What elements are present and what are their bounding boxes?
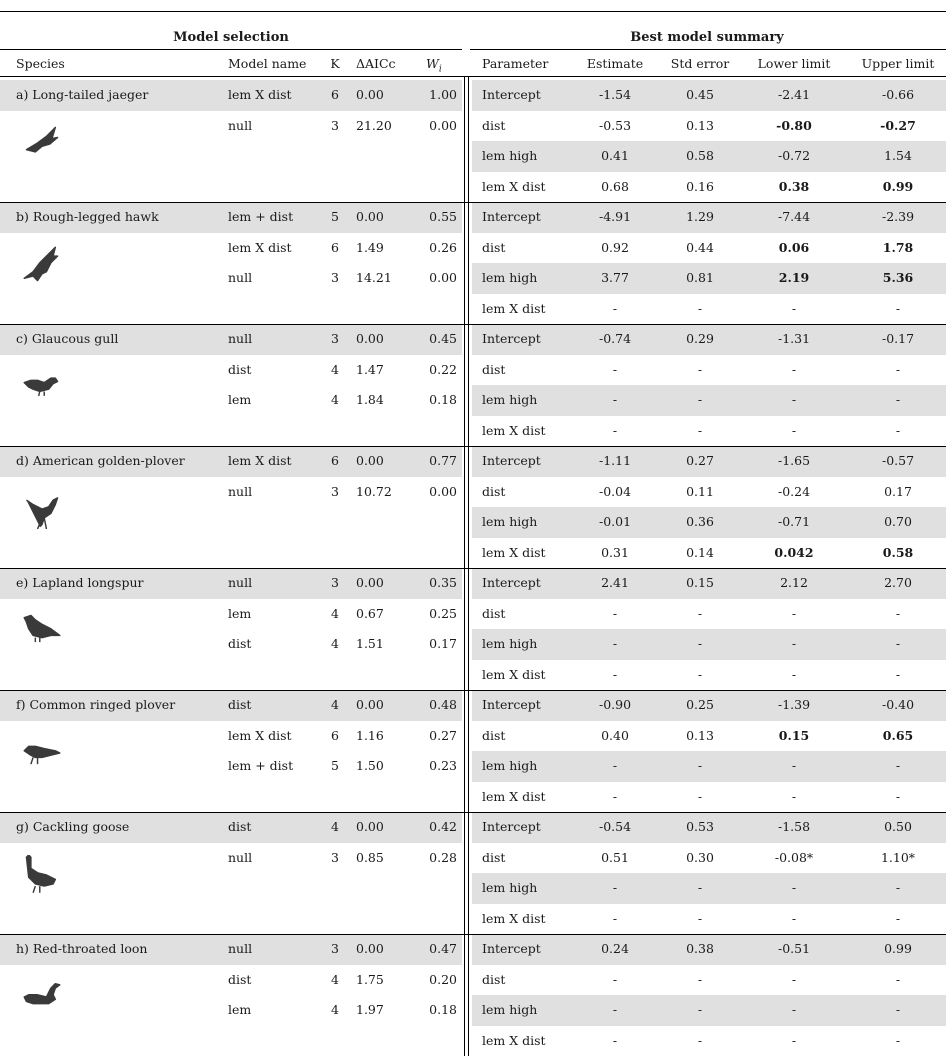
lower-limit: -1.39: [777, 697, 811, 712]
std-error: -: [697, 758, 703, 773]
std-error: 0.15: [686, 575, 714, 590]
upper-limit: -0.40: [881, 697, 915, 712]
species-name: g) Cackling goose: [16, 819, 130, 834]
parameter-name: lem X dist: [482, 544, 546, 560]
parameter-name: Intercept: [482, 453, 541, 468]
model-daicc: 1.16: [356, 727, 384, 743]
parameter-name: lem X dist: [482, 178, 546, 194]
model-k: 3: [331, 849, 339, 865]
lower-limit: -: [791, 666, 797, 682]
model-daicc: 10.72: [356, 483, 392, 499]
model-weight: 0.18: [429, 392, 457, 407]
upper-limit: 0.99: [882, 178, 914, 194]
parameter-name: Intercept: [482, 575, 541, 590]
goose-icon: [22, 855, 62, 895]
estimate: -1.54: [598, 87, 632, 102]
golden-plover-icon: [22, 489, 62, 529]
group-rule: [0, 934, 946, 935]
col-model-name: Model name: [228, 56, 307, 71]
model-name: null: [228, 117, 253, 133]
model-k: 5: [331, 758, 339, 773]
estimate: 0.24: [601, 941, 629, 956]
upper-limit: -: [895, 1002, 901, 1017]
model-weight: 0.27: [429, 727, 457, 743]
estimate: 0.31: [601, 544, 629, 560]
estimate: 0.92: [601, 239, 629, 255]
model-name: dist: [228, 697, 252, 712]
model-k: 4: [331, 819, 339, 834]
std-error: -: [697, 392, 703, 407]
model-k: 4: [331, 1002, 339, 1017]
upper-limit: 0.50: [884, 819, 912, 834]
model-daicc: 1.49: [356, 239, 384, 255]
model-daicc: 1.84: [356, 392, 384, 407]
parameter-name: lem high: [482, 270, 538, 285]
lower-limit: -0.08*: [774, 849, 814, 865]
estimate: -: [612, 361, 618, 377]
estimate: 0.41: [601, 148, 629, 163]
species-name: e) Lapland longspur: [16, 575, 144, 590]
model-k: 3: [331, 575, 339, 590]
model-k: 3: [331, 117, 339, 133]
std-error: -: [697, 1032, 703, 1048]
model-name: lem: [228, 392, 252, 407]
estimate: -0.04: [598, 483, 632, 499]
model-k: 6: [331, 727, 339, 743]
col-daicc: ΔAICc: [356, 56, 396, 71]
model-k: 4: [331, 636, 339, 651]
col-w-label: W: [426, 56, 439, 71]
lower-limit: -: [791, 1002, 797, 1017]
parameter-name: Intercept: [482, 331, 541, 346]
estimate: -: [612, 1032, 618, 1048]
parameter-name: lem X dist: [482, 666, 546, 682]
group-rule: [0, 324, 946, 325]
upper-limit: -0.57: [881, 453, 915, 468]
upper-limit: 5.36: [882, 270, 914, 285]
gull-icon: [22, 367, 62, 407]
model-k: 4: [331, 361, 339, 377]
lower-limit: -0.51: [777, 941, 811, 956]
model-k: 6: [331, 87, 339, 102]
model-k: 6: [331, 239, 339, 255]
std-error: 0.13: [686, 727, 714, 743]
std-error: 0.45: [686, 87, 714, 102]
model-daicc: 0.67: [356, 605, 384, 621]
parameter-name: dist: [482, 483, 506, 499]
estimate: -: [612, 758, 618, 773]
model-daicc: 0.00: [356, 87, 384, 102]
species-name: c) Glaucous gull: [16, 331, 119, 346]
model-daicc: 0.00: [356, 575, 384, 590]
lower-limit: -: [791, 910, 797, 926]
lower-limit: -: [791, 971, 797, 987]
col-lower-limit: Lower limit: [757, 56, 831, 71]
species-name: d) American golden-plover: [16, 453, 185, 468]
best-model-summary-header-rule: [470, 49, 946, 50]
parameter-name: dist: [482, 971, 506, 987]
std-error: -: [697, 636, 703, 651]
ringed-plover-icon: [22, 733, 62, 773]
model-name: lem: [228, 605, 252, 621]
estimate: -: [612, 880, 618, 895]
estimate: -0.90: [598, 697, 632, 712]
model-weight: 0.00: [429, 270, 457, 285]
upper-limit: -: [895, 392, 901, 407]
estimate: -0.54: [598, 819, 632, 834]
parameter-name: lem high: [482, 758, 538, 773]
lower-limit: -: [791, 361, 797, 377]
model-weight: 0.55: [429, 209, 457, 224]
model-name: lem X dist: [228, 453, 292, 468]
std-error: 0.81: [686, 270, 714, 285]
model-daicc: 0.85: [356, 849, 384, 865]
estimate: 2.41: [601, 575, 629, 590]
model-daicc: 0.00: [356, 453, 384, 468]
species-name: b) Rough-legged hawk: [16, 209, 159, 224]
parameter-name: lem high: [482, 392, 538, 407]
model-k: 3: [331, 270, 339, 285]
col-species: Species: [16, 56, 65, 71]
group-rule: [0, 812, 946, 813]
parameter-name: Intercept: [482, 697, 541, 712]
species-name: h) Red-throated loon: [16, 941, 148, 956]
model-name: lem: [228, 1002, 252, 1017]
parameter-name: Intercept: [482, 87, 541, 102]
std-error: -: [697, 605, 703, 621]
lower-limit: -7.44: [777, 209, 811, 224]
col-w: [426, 56, 456, 78]
parameter-name: dist: [482, 605, 506, 621]
model-daicc: 21.20: [356, 117, 392, 133]
std-error: -: [697, 788, 703, 804]
model-k: 4: [331, 697, 339, 712]
jaeger-icon: [22, 123, 62, 163]
std-error: 1.29: [686, 209, 714, 224]
col-w-subscript: i: [438, 64, 442, 75]
std-error: 0.44: [686, 239, 714, 255]
upper-limit: -: [895, 361, 901, 377]
group-rule: [0, 202, 946, 203]
std-error: -: [697, 971, 703, 987]
lower-limit: -0.80: [776, 117, 812, 133]
parameter-name: Intercept: [482, 819, 541, 834]
std-error: -: [697, 1002, 703, 1017]
col-k: K: [330, 56, 340, 71]
parameter-name: lem high: [482, 1002, 538, 1017]
std-error: -: [697, 666, 703, 682]
estimate: -: [612, 910, 618, 926]
col-upper-limit: Upper limit: [861, 56, 935, 71]
model-daicc: 0.00: [356, 331, 384, 346]
species-name: f) Common ringed plover: [16, 697, 176, 712]
model-weight: 0.00: [429, 117, 457, 133]
model-name: lem + dist: [228, 758, 294, 773]
model-daicc: 1.97: [356, 1002, 384, 1017]
model-daicc: 1.47: [356, 361, 384, 377]
lower-limit: 2.19: [778, 270, 810, 285]
estimate: -: [612, 300, 618, 316]
model-daicc: 14.21: [356, 270, 392, 285]
lower-limit: -: [791, 300, 797, 316]
std-error: 0.14: [686, 544, 714, 560]
col-estimate: Estimate: [586, 56, 644, 71]
model-name: lem + dist: [228, 209, 294, 224]
model-weight: 0.77: [429, 453, 457, 468]
upper-limit: 1.10*: [880, 849, 916, 865]
model-k: 6: [331, 453, 339, 468]
loon-icon: [22, 977, 62, 1017]
std-error: 0.36: [686, 514, 714, 529]
std-error: 0.29: [686, 331, 714, 346]
parameter-name: lem X dist: [482, 1032, 546, 1048]
model-weight: 0.48: [429, 697, 457, 712]
model-name: null: [228, 941, 253, 956]
estimate: -: [612, 1002, 618, 1017]
lower-limit: -0.24: [777, 483, 811, 499]
model-name: lem X dist: [228, 727, 292, 743]
upper-limit: 0.58: [882, 544, 914, 560]
upper-limit: -: [895, 880, 901, 895]
model-daicc: 0.00: [356, 819, 384, 834]
lower-limit: -0.71: [777, 514, 811, 529]
model-daicc: 1.50: [356, 758, 384, 773]
lower-limit: -: [791, 422, 797, 438]
col-parameter: Parameter: [482, 56, 549, 71]
estimate: -0.74: [598, 331, 632, 346]
model-daicc: 1.51: [356, 636, 384, 651]
estimate: -: [612, 788, 618, 804]
model-selection-header-rule: [0, 49, 462, 50]
upper-limit: -: [895, 636, 901, 651]
upper-limit: 0.99: [884, 941, 912, 956]
lower-limit: -1.65: [777, 453, 811, 468]
longspur-icon: [22, 611, 62, 651]
model-daicc: 0.00: [356, 209, 384, 224]
model-weight: 0.00: [429, 483, 457, 499]
parameter-name: lem high: [482, 880, 538, 895]
upper-limit: 1.54: [884, 148, 912, 163]
model-daicc: 0.00: [356, 697, 384, 712]
model-k: 3: [331, 941, 339, 956]
upper-limit: 0.17: [884, 483, 912, 499]
lower-limit: -: [791, 605, 797, 621]
divider-left: [464, 76, 465, 1056]
upper-limit: -2.39: [881, 209, 915, 224]
upper-limit: -0.27: [880, 117, 916, 133]
model-daicc: 0.00: [356, 941, 384, 956]
lower-limit: 0.06: [778, 239, 810, 255]
divider-right: [468, 76, 469, 1056]
model-name: lem X dist: [228, 239, 292, 255]
lower-limit: -1.31: [777, 331, 811, 346]
upper-limit: 0.65: [882, 727, 914, 743]
estimate: -: [612, 666, 618, 682]
std-error: 0.58: [686, 148, 714, 163]
upper-limit: -: [895, 300, 901, 316]
std-error: 0.30: [686, 849, 714, 865]
model-name: dist: [228, 819, 252, 834]
best-model-summary-header: Best model summary: [630, 30, 784, 45]
estimate: -0.53: [598, 117, 632, 133]
model-name: dist: [228, 361, 252, 377]
parameter-name: dist: [482, 239, 506, 255]
estimate: 0.68: [601, 178, 629, 194]
std-error: 0.27: [686, 453, 714, 468]
upper-limit: 2.70: [884, 575, 912, 590]
upper-limit: -: [895, 605, 901, 621]
std-error: 0.13: [686, 117, 714, 133]
model-name: lem X dist: [228, 87, 292, 102]
lower-limit: -: [791, 636, 797, 651]
model-weight: 0.47: [429, 941, 457, 956]
estimate: -4.91: [598, 209, 632, 224]
model-weight: 0.18: [429, 1002, 457, 1017]
parameter-name: dist: [482, 727, 506, 743]
model-k: 3: [331, 483, 339, 499]
model-weight: 0.23: [429, 758, 457, 773]
parameter-name: lem X dist: [482, 788, 546, 804]
lower-limit: -0.72: [777, 148, 811, 163]
std-error: 0.25: [686, 697, 714, 712]
std-error: 0.38: [686, 941, 714, 956]
std-error: -: [697, 361, 703, 377]
model-k: 4: [331, 971, 339, 987]
parameter-name: dist: [482, 361, 506, 377]
parameter-name: lem X dist: [482, 910, 546, 926]
parameter-name: lem X dist: [482, 300, 546, 316]
estimate: -1.11: [598, 453, 632, 468]
model-name: null: [228, 483, 253, 499]
model-weight: 0.20: [429, 971, 457, 987]
model-name: null: [228, 849, 253, 865]
model-name: dist: [228, 636, 252, 651]
lower-limit: -: [791, 758, 797, 773]
hawk-icon: [22, 245, 62, 285]
lower-limit: -2.41: [777, 87, 811, 102]
estimate: -: [612, 605, 618, 621]
model-selection-header: Model selection: [173, 30, 289, 45]
upper-limit: -: [895, 1032, 901, 1048]
upper-limit: -: [895, 910, 901, 926]
header-rule: [0, 76, 946, 77]
estimate: -0.01: [598, 514, 632, 529]
estimate: -: [612, 422, 618, 438]
lower-limit: -1.58: [777, 819, 811, 834]
parameter-name: Intercept: [482, 941, 541, 956]
group-rule: [0, 690, 946, 691]
std-error: -: [697, 422, 703, 438]
species-name: a) Long-tailed jaeger: [16, 87, 149, 102]
estimate: 3.77: [601, 270, 629, 285]
lower-limit: 0.38: [778, 178, 810, 194]
model-k: 4: [331, 605, 339, 621]
parameter-name: lem X dist: [482, 422, 546, 438]
group-rule: [0, 446, 946, 447]
lower-limit: 0.15: [778, 727, 810, 743]
std-error: -: [697, 300, 703, 316]
model-weight: 0.17: [429, 636, 457, 651]
parameter-name: lem high: [482, 636, 538, 651]
group-rule: [0, 568, 946, 569]
estimate: 0.40: [601, 727, 629, 743]
model-name: dist: [228, 971, 252, 987]
lower-limit: -: [791, 392, 797, 407]
model-weight: 0.22: [429, 361, 457, 377]
upper-limit: -: [895, 788, 901, 804]
lower-limit: -: [791, 788, 797, 804]
lower-limit: 0.042: [774, 544, 814, 560]
col-std-error: Std error: [670, 56, 730, 71]
model-k: 5: [331, 209, 339, 224]
std-error: -: [697, 880, 703, 895]
lower-limit: -: [791, 1032, 797, 1048]
std-error: 0.16: [686, 178, 714, 194]
upper-limit: -: [895, 971, 901, 987]
model-daicc: 1.75: [356, 971, 384, 987]
estimate: -: [612, 636, 618, 651]
estimate: -: [612, 392, 618, 407]
model-weight: 0.42: [429, 819, 457, 834]
upper-limit: -: [895, 666, 901, 682]
model-weight: 0.25: [429, 605, 457, 621]
upper-limit: 1.78: [882, 239, 914, 255]
model-k: 4: [331, 392, 339, 407]
parameter-name: lem high: [482, 148, 538, 163]
lower-limit: -: [791, 880, 797, 895]
lower-limit: 2.12: [780, 575, 808, 590]
model-k: 3: [331, 331, 339, 346]
model-name: null: [228, 575, 253, 590]
estimate: 0.51: [601, 849, 629, 865]
model-weight: 0.26: [429, 239, 457, 255]
model-weight: 0.28: [429, 849, 457, 865]
upper-limit: 0.70: [884, 514, 912, 529]
parameter-name: lem high: [482, 514, 538, 529]
std-error: 0.11: [686, 483, 714, 499]
estimate: -: [612, 971, 618, 987]
model-name: null: [228, 270, 253, 285]
std-error: -: [697, 910, 703, 926]
parameter-name: Intercept: [482, 209, 541, 224]
model-name: null: [228, 331, 253, 346]
model-weight: 0.35: [429, 575, 457, 590]
model-weight: 0.45: [429, 331, 457, 346]
upper-limit: -: [895, 422, 901, 438]
parameter-name: dist: [482, 117, 506, 133]
std-error: 0.53: [686, 819, 714, 834]
upper-limit: -: [895, 758, 901, 773]
model-weight: 1.00: [429, 87, 457, 102]
top-rule: [0, 11, 946, 12]
upper-limit: -0.17: [881, 331, 915, 346]
upper-limit: -0.66: [881, 87, 915, 102]
parameter-name: dist: [482, 849, 506, 865]
